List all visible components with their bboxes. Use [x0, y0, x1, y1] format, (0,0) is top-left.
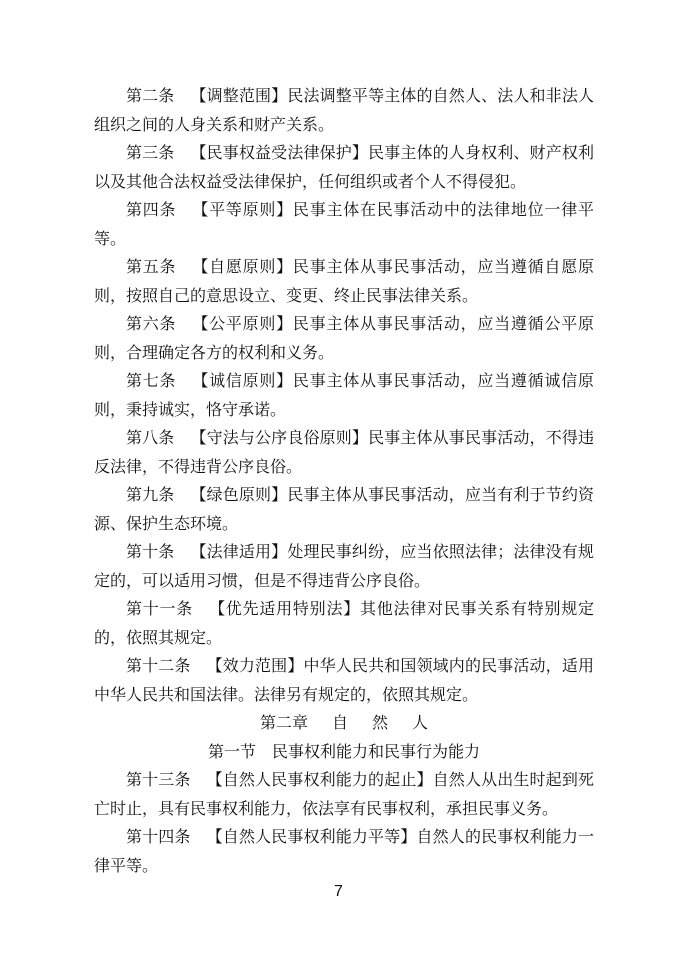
article-title: 【法律适用】	[190, 542, 288, 561]
article-12	[94, 652, 594, 709]
article-text: 自然人从出生时起到死亡时止，具有民事权利能力，依法享有民事权利，承担民事义务。	[94, 770, 594, 818]
article-number: 第十二条	[126, 656, 191, 675]
section-name: 民事权利能力和民事行为能力	[272, 741, 481, 761]
article-text: 民事主体从事民事活动，应当遵循公平原则，合理确定各方的权利和义务。	[94, 314, 594, 362]
article-number: 第七条	[126, 371, 177, 390]
article-text: 民事主体在民事活动中的法律地位一律平等。	[94, 200, 594, 248]
article-text: 中华人民共和国领域内的民事活动，适用中华人民共和国法律。法律另有规定的，依照其规定。	[94, 656, 594, 704]
article-title: 【调整范围】	[190, 86, 288, 105]
article-13	[94, 766, 594, 823]
page-number: 7	[334, 883, 343, 900]
article-11	[94, 595, 594, 652]
article-title: 【优先适用特别法】	[209, 599, 360, 618]
article-14	[94, 823, 594, 880]
article-number: 第十条	[126, 542, 175, 561]
article-number: 第九条	[126, 485, 175, 504]
article-number: 第八条	[126, 428, 175, 447]
article-title: 【自然人民事权利能力的起止】	[206, 770, 433, 789]
article-text: 民事主体从事民事活动，不得违反法律，不得违背公序良俗。	[94, 428, 594, 476]
chapter-name-char: 然	[372, 713, 389, 732]
article-9	[94, 481, 594, 538]
article-number: 第十三条	[126, 770, 191, 789]
article-title: 【自愿原则】	[192, 257, 293, 276]
article-text: 自然人的民事权利能力一律平等。	[94, 827, 594, 875]
article-text: 民事主体从事民事活动，应当有利于节约资源、保护生态环境。	[94, 485, 594, 533]
article-text: 民事主体的人身权利、财产权利以及其他合法权益受法律保护，任何组织或者个人不得侵犯。	[94, 143, 594, 191]
article-number: 第十四条	[126, 827, 191, 846]
article-title: 【自然人民事权利能力平等】	[206, 827, 417, 846]
article-number: 第十一条	[126, 599, 194, 618]
article-title: 【平等原则】	[192, 200, 293, 219]
article-6	[94, 310, 594, 367]
article-text: 民事主体从事民事活动，应当遵循诚信原则，秉持诚实，恪守承诺。	[94, 371, 594, 419]
article-8	[94, 424, 594, 481]
article-text: 处理民事纠纷，应当依照法律；法律没有规定的，可以适用习惯，但是不得违背公序良俗。	[94, 542, 594, 590]
article-text: 民法调整平等主体的自然人、法人和非法人组织之间的人身关系和财产关系。	[94, 86, 594, 134]
article-number: 第二条	[126, 86, 175, 105]
section-label: 第一节	[207, 741, 256, 761]
article-title: 【效力范围】	[206, 656, 304, 675]
chapter-heading	[94, 709, 594, 738]
article-3	[94, 139, 594, 196]
article-number: 第五条	[126, 257, 177, 276]
section-heading	[94, 738, 594, 767]
chapter-name-char: 自	[331, 713, 348, 732]
chapter-label: 第二章	[259, 713, 308, 732]
article-number: 第四条	[126, 200, 177, 219]
article-10	[94, 538, 594, 595]
document-page	[94, 82, 594, 880]
article-title: 【诚信原则】	[192, 371, 293, 390]
chapter-name-char: 人	[412, 713, 429, 732]
article-text: 其他法律对民事关系有特别规定的，依照其规定。	[94, 599, 594, 647]
article-2	[94, 82, 594, 139]
article-number: 第六条	[126, 314, 177, 333]
article-title: 【守法与公序良俗原则】	[190, 428, 369, 447]
article-4	[94, 196, 594, 253]
article-title: 【公平原则】	[192, 314, 293, 333]
article-7	[94, 367, 594, 424]
article-title: 【民事权益受法律保护】	[190, 143, 369, 162]
article-number: 第三条	[126, 143, 175, 162]
article-5	[94, 253, 594, 310]
article-title: 【绿色原则】	[190, 485, 288, 504]
article-text: 民事主体从事民事活动，应当遵循自愿原则，按照自己的意思设立、变更、终止民事法律关系。	[94, 257, 594, 305]
